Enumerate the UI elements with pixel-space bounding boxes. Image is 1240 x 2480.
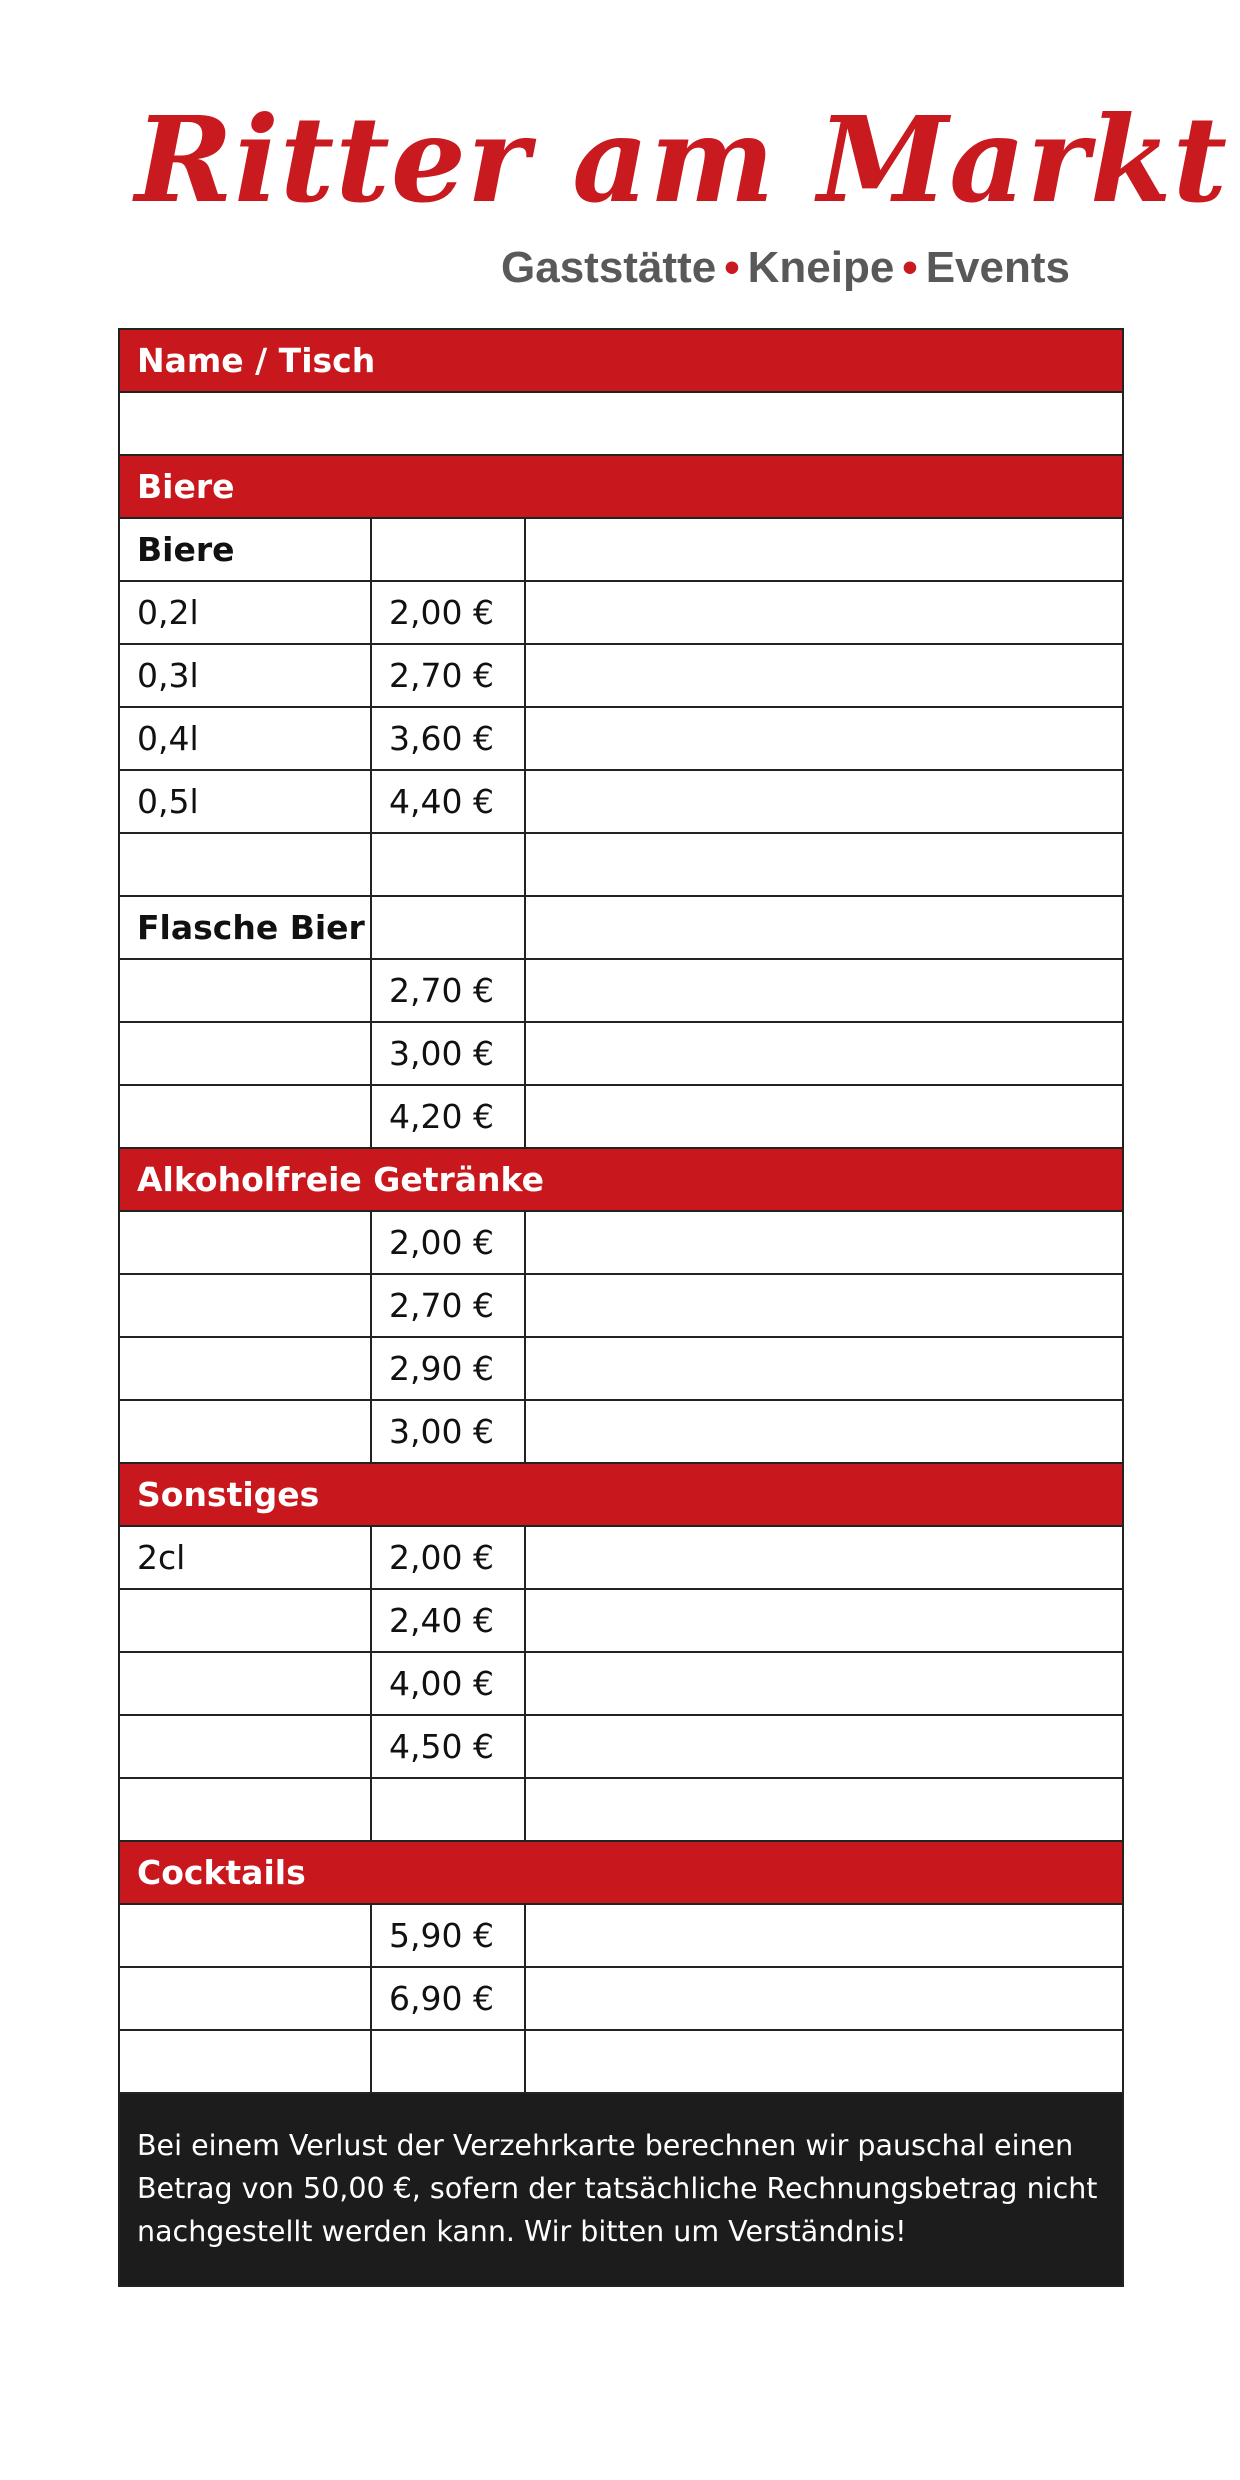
item-price: 2,40 € (371, 1589, 525, 1652)
item-price: 2,70 € (371, 959, 525, 1022)
item-label: 0,4l (120, 707, 371, 770)
tally-cell[interactable] (525, 1967, 1122, 2030)
tagline-dot: • (724, 243, 740, 292)
item-label (120, 1274, 371, 1337)
table-row (120, 581, 1122, 644)
item-price: 2,90 € (371, 1337, 525, 1400)
table-row (120, 707, 1122, 770)
item-label (120, 1211, 371, 1274)
section-title: Alkoholfreie Getränke (120, 1148, 1122, 1211)
item-label: 0,2l (120, 581, 371, 644)
table-row (120, 2030, 1122, 2093)
item-price (371, 896, 525, 959)
name-table-header: Name / Tisch (120, 330, 1122, 392)
table-row (120, 1274, 1122, 1337)
tally-cell[interactable] (525, 518, 1122, 581)
tally-cell[interactable] (525, 833, 1122, 896)
table-row (120, 833, 1122, 896)
item-label (120, 1337, 371, 1400)
section-title: Biere (120, 455, 1122, 518)
item-label (120, 1400, 371, 1463)
loss-notice: Bei einem Verlust der Verzehrkarte berechnen wir pauschal einen Betrag von 50,00 €, sofern der tatsächliche Rechnungsbetrag nicht nachgestellt werden kann. Wir bitten um Verständnis! (120, 2094, 1122, 2285)
name-table-field[interactable] (120, 392, 1122, 455)
tally-cell[interactable] (525, 707, 1122, 770)
tally-cell[interactable] (525, 1211, 1122, 1274)
item-label (120, 833, 371, 896)
item-price: 4,40 € (371, 770, 525, 833)
tally-cell[interactable] (525, 896, 1122, 959)
item-label: Biere (120, 518, 371, 581)
tally-cell[interactable] (525, 1715, 1122, 1778)
section-header-row (120, 455, 1122, 518)
item-price: 3,00 € (371, 1400, 525, 1463)
item-price: 2,00 € (371, 1526, 525, 1589)
table-row (120, 1652, 1122, 1715)
tally-cell[interactable] (525, 1904, 1122, 1967)
table-row (120, 1526, 1122, 1589)
subheading-row (120, 518, 1122, 581)
item-price (371, 518, 525, 581)
item-label (120, 1589, 371, 1652)
subheading-row (120, 896, 1122, 959)
item-price: 4,00 € (371, 1652, 525, 1715)
table-row (120, 1715, 1122, 1778)
item-label: 2cl (120, 1526, 371, 1589)
table-row (120, 1400, 1122, 1463)
section-title: Cocktails (120, 1841, 1122, 1904)
tally-cell[interactable] (525, 1526, 1122, 1589)
table-row (120, 1211, 1122, 1274)
item-label (120, 1967, 371, 2030)
table-row (120, 1085, 1122, 1148)
table-row (120, 770, 1122, 833)
brand-logo: Ritter am Markt (135, 90, 1229, 229)
tally-cell[interactable] (525, 1400, 1122, 1463)
tagline-kneipe: Kneipe (747, 243, 895, 292)
tally-cell[interactable] (525, 1085, 1122, 1148)
section-header-row (120, 1841, 1122, 1904)
tally-cell[interactable] (525, 1652, 1122, 1715)
section-header-row (120, 1463, 1122, 1526)
item-price: 6,90 € (371, 1967, 525, 2030)
item-price: 3,00 € (371, 1022, 525, 1085)
table-row (120, 959, 1122, 1022)
item-label (120, 1022, 371, 1085)
item-price: 2,00 € (371, 581, 525, 644)
tally-cell[interactable] (525, 2030, 1122, 2093)
item-price (371, 2030, 525, 2093)
tally-cell[interactable] (525, 1337, 1122, 1400)
item-price: 2,00 € (371, 1211, 525, 1274)
table-row (120, 1337, 1122, 1400)
item-label: Flasche Bier (120, 896, 371, 959)
item-label (120, 959, 371, 1022)
item-price: 3,60 € (371, 707, 525, 770)
item-label (120, 1652, 371, 1715)
item-label: 0,3l (120, 644, 371, 707)
item-label (120, 2030, 371, 2093)
item-price: 2,70 € (371, 1274, 525, 1337)
tagline-dot: • (902, 243, 918, 292)
tally-cell[interactable] (525, 581, 1122, 644)
table-row (120, 1022, 1122, 1085)
table-row (120, 1904, 1122, 1967)
item-price: 5,90 € (371, 1904, 525, 1967)
item-price: 4,20 € (371, 1085, 525, 1148)
tally-cell[interactable] (525, 1589, 1122, 1652)
table-row (120, 644, 1122, 707)
item-price (371, 833, 525, 896)
item-price (371, 1778, 525, 1841)
price-table (120, 330, 1122, 2094)
tally-cell[interactable] (525, 644, 1122, 707)
table-row (120, 1967, 1122, 2030)
table-row (120, 1589, 1122, 1652)
item-label (120, 1715, 371, 1778)
tally-cell[interactable] (525, 959, 1122, 1022)
section-title: Sonstiges (120, 1463, 1122, 1526)
section-header-row (120, 1148, 1122, 1211)
item-label (120, 1778, 371, 1841)
table-row (120, 1778, 1122, 1841)
consumption-card (118, 328, 1124, 2287)
item-price: 4,50 € (371, 1715, 525, 1778)
name-header-row (120, 330, 1122, 392)
tally-cell[interactable] (525, 770, 1122, 833)
tagline-gaststaette: Gaststätte (501, 243, 717, 292)
item-label (120, 1904, 371, 1967)
item-label (120, 1085, 371, 1148)
tally-cell[interactable] (525, 1778, 1122, 1841)
item-price: 2,70 € (371, 644, 525, 707)
name-entry-row[interactable] (120, 392, 1122, 455)
brand-tagline (501, 240, 1070, 296)
item-label: 0,5l (120, 770, 371, 833)
tally-cell[interactable] (525, 1022, 1122, 1085)
tagline-events: Events (925, 243, 1070, 292)
tally-cell[interactable] (525, 1274, 1122, 1337)
